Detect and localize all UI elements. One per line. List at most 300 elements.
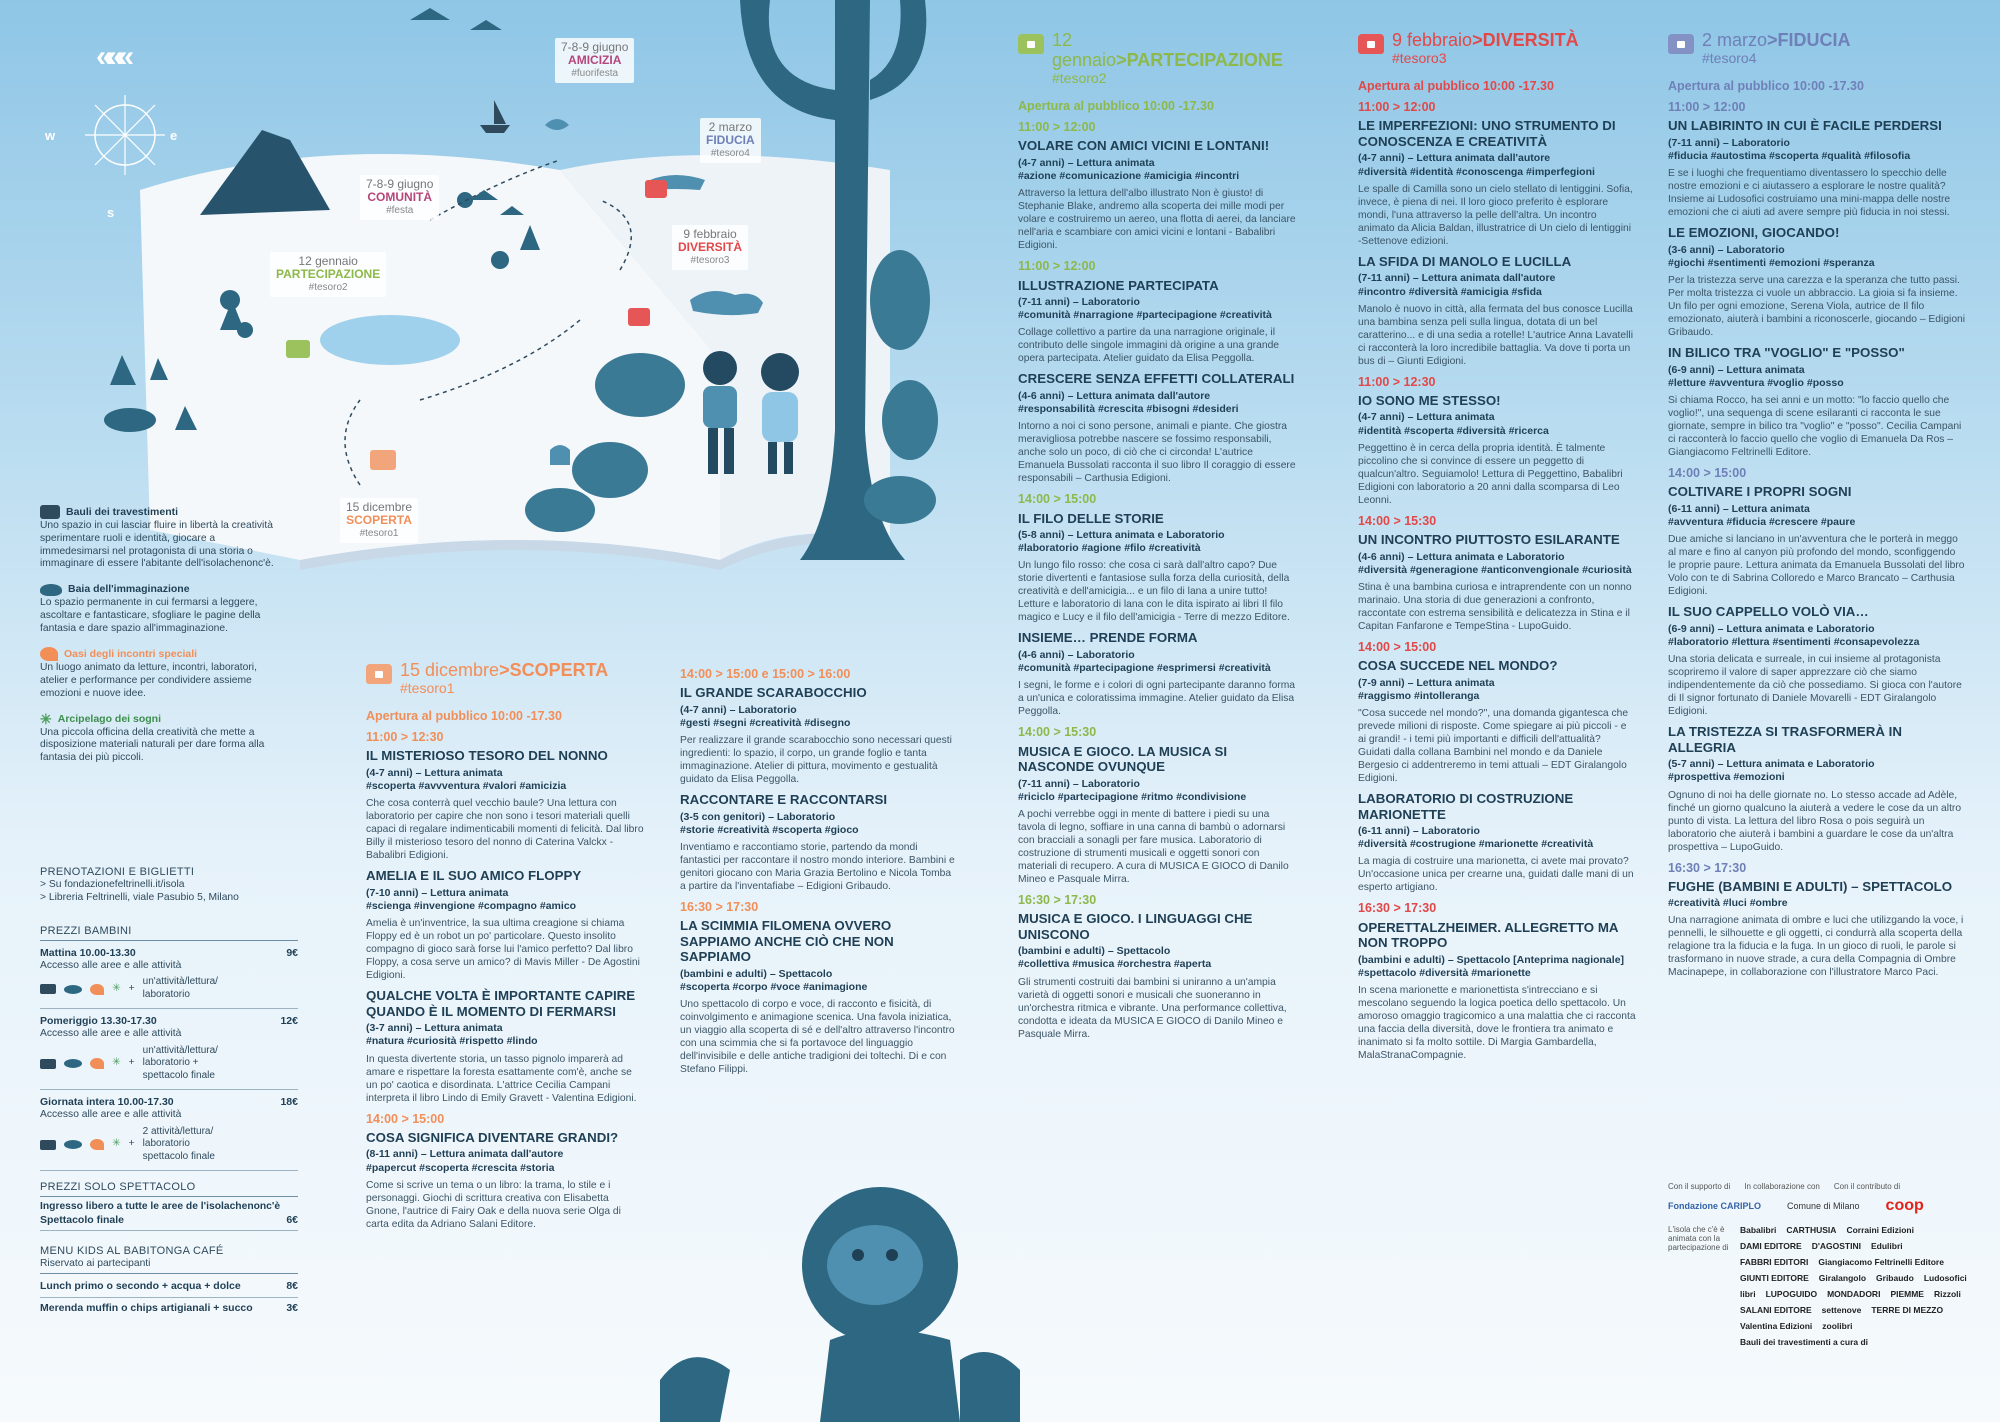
- compass-icon: [60, 90, 190, 220]
- event-description: Per realizzare il grande scarabocchio sono necessari questi ingredienti: lo spazio, il corpo, un grande foglio e tanta immaginazione. Atelier di pittura, movimento e gestualità guidato da Elisa Peggolla.: [680, 735, 952, 786]
- event-age: (7-11 anni) – Laboratorio: [1018, 296, 1140, 309]
- sponsor-logo: settenove: [1821, 1305, 1862, 1315]
- sponsor-logo: Ludosofici: [1923, 1273, 1967, 1283]
- menu-row: [40, 1278, 298, 1298]
- map-tag: #fuorifesta: [571, 68, 619, 79]
- price-value: 9€: [286, 946, 298, 959]
- map-label-scoperta: [340, 498, 418, 543]
- prezzi-bambini: [40, 925, 298, 1315]
- map-label-comunita: [360, 175, 439, 220]
- event: [1018, 630, 1296, 718]
- price-label: Giornata intera 10.00-17.30: [40, 1095, 174, 1108]
- map-tag: #tesoro4: [710, 148, 750, 159]
- whale-icon: [64, 985, 82, 994]
- chest-icon: [1358, 34, 1384, 54]
- price-label: Mattina 10.00-13.30: [40, 946, 136, 959]
- prenotazioni-title: PRENOTAZIONI E BIGLIETTI: [40, 866, 195, 878]
- event-title: LE IMPERFEZIONI: UNO STRUMENTO DI CONOSCENZA E CREATIVITÀ: [1358, 118, 1616, 149]
- event-tags: #scienga #invengione #compagno #amico: [366, 900, 577, 913]
- event: [1668, 724, 1966, 853]
- legend-text: Un luogo animato da letture, incontri, laboratori, atelier e performance per condividere assieme emozioni e nuove idee.: [40, 662, 257, 699]
- event-title: LA SCIMMIA FILOMENA OVVERO SAPPIAMO ANCHE CIÒ CHE NON SAPPIAMO: [680, 918, 894, 965]
- sponsor-logo: Babalibri: [1740, 1225, 1777, 1235]
- section-sep: >: [1767, 30, 1778, 50]
- sponsor-logo: LUPOGUIDO: [1765, 1289, 1818, 1299]
- sparkle-icon: ✳: [112, 1138, 121, 1150]
- event: [1018, 260, 1296, 365]
- event-tags: #giochi #sentimenti #emozioni #speranza: [1668, 257, 1875, 270]
- event-description: Ognuno di noi ha delle giornate no. Lo stesso accade ad Adèle, finché un giorno qualcuno la aiuterà a vedere le cose da un altro punto di vista. La lettura del libro Rosa o pois seguirà un laboratorio che aiuterà i bambini a guardare le cose da un'altra prospettiva – LupoGuido.: [1668, 789, 1962, 853]
- event-time: 14:00 > 15:00: [1018, 492, 1097, 507]
- event-description: Che cosa conterrà quel vecchio baule? Una lettura con laboratorio per capire che non sono i tesori materiali quelli capaci di regalare indimenticabili momenti di felicità. Dal libro Billy il misterioso tesoro del nonno di Caterina Valckx - Babalibri Edigioni.: [366, 798, 644, 862]
- event-description: I segni, le forme e i colori di ogni partecipante daranno forma a un'unica e coloratissima immagine. Atelier guidato da Elisa Peggolla.: [1018, 680, 1296, 718]
- section-header: [1358, 30, 1636, 66]
- event-title: FUGHE (BAMBINI E ADULTI) – SPETTACOLO: [1668, 878, 1953, 894]
- menu-sub: Riservato ai partecipanti: [40, 1258, 298, 1274]
- event-description: Le spalle di Camilla sono un cielo stellato di lentiggini. Sofia, invece, è piena di nei. Il loro gioco preferito è esplorare mondi, l'una attraverso la pelle dell'altra. Un incontro animato da Alicia Baldan, illustratrice di Un cielo di lentiggini -Settenove edizioni.: [1358, 183, 1633, 247]
- bird-icon: [90, 984, 104, 995]
- event-time: 14:00 > 15:00: [1668, 466, 1747, 481]
- sponsor-logo: Rizzoli: [1933, 1289, 1961, 1299]
- logo-cariplo: Fondazione CARIPLO: [1668, 1201, 1761, 1211]
- section-scoperta: [366, 660, 644, 1237]
- map-title: SCOPERTA: [346, 513, 412, 527]
- event-description: Una narragione animata di ombre e luci che utilizgando la voce, i pennelli, le silhouette e gli oggetti, ci condurrà alla scoperta della relagione tra la fiducia e la fuga. In un gioco di ruoli, le parole si trasformano in nuove strade, a cura della Compagnia di Ombre Macinapepe, in collaborazione con l'illustratore Marco Paci.: [1668, 915, 1964, 979]
- event-description: Una storia delicata e surreale, in cui insieme al protagonista scopriremo il valore di saper apprezzare ciò che siamo indipendentemente da ciò che possediamo. Si gioca con l'autore di Il signor fortunato di Daniele Movarelli - EDT Giralangolo Edigioni.: [1668, 654, 1962, 718]
- map-title: FIDUCIA: [706, 133, 755, 147]
- price-label: Spettacolo finale: [40, 1213, 125, 1226]
- opening-hours: Apertura al pubblico 10:00 -17.30: [366, 709, 562, 723]
- sponsor-logo: Corraini Edizioni: [1846, 1225, 1914, 1235]
- map-tag: #tesoro2: [308, 282, 348, 293]
- lake: [320, 315, 460, 365]
- section-date: 9 febbraio: [1392, 30, 1473, 50]
- menu-title: MENU KIDS AL BABITONGA CAFÉ: [40, 1245, 224, 1258]
- event: [1358, 376, 1636, 507]
- tree-branch-right: [870, 0, 926, 100]
- event-time: 14:00 > 15:00: [1358, 639, 1437, 654]
- legend-text: Lo spazio permanente in cui fermarsi a leggere, ascoltare e fantasticare, sfogliare le pagine della fantasia e dare spazio all'immaginazione.: [40, 596, 261, 634]
- price-value: 12€: [280, 1014, 298, 1027]
- event-age: (3-7 anni) – Lettura animata: [366, 1022, 503, 1035]
- opening-hours: Apertura al pubblico 10:00 -17.30: [1358, 79, 1554, 93]
- monkey: [660, 1187, 1020, 1422]
- chest-icon: [1018, 34, 1044, 54]
- event-title: CRESCERE SENZA EFFETTI COLLATERALI: [1018, 371, 1295, 387]
- event-description: Amelia è un'inventrice, la sua ultima creagione si chiama Floppy ed è un robot un po' particolare. Questo insolito compagno di gioco sarà forse lui l'amico perfetto? Dal libro Floppy, a cosa serve un amico? di Mavis Miller - De Agostini Edigioni.: [366, 918, 640, 982]
- event-age: (bambini e adulti) – Spettacolo: [1018, 945, 1171, 958]
- menu-price: 8€: [286, 1279, 298, 1292]
- section-date: 15 dicembre: [400, 660, 500, 680]
- event-tags: #letture #avventura #voglio #posso: [1668, 376, 1844, 389]
- event-age: (7-11 anni) – Lettura animata dall'autore: [1358, 272, 1556, 285]
- event: [366, 868, 644, 982]
- sponsor-logo: GIUNTI EDITORE: [1740, 1273, 1809, 1283]
- map-date: 7-8-9 giugno: [561, 40, 629, 54]
- event-title: ILLUSTRAZIONE PARTECIPATA: [1018, 277, 1219, 293]
- price-row-mattina: [40, 947, 298, 1009]
- event-age: (4-7 anni) – Laboratorio: [680, 703, 797, 716]
- event-time: 11:00 > 12:00: [1358, 100, 1436, 115]
- event-description: Due amiche si lanciano in un'avventura che le porterà in meggo al mare e fino al canyon più profondo del mondo, sconfiggendo le proprie paure. Lettura animata da Emanuela Bussolati del libro Volo con te di Sabrina Colloredo e Marco Brancato – Carthusia Edigioni.: [1668, 534, 1965, 598]
- logo-coop: coop: [1885, 1197, 1924, 1214]
- price-row-giornata: [40, 1096, 298, 1171]
- event-age: (4-7 anni) – Lettura animata: [1358, 411, 1495, 424]
- map-title: COMUNITÀ: [367, 190, 433, 204]
- event-description: Inventiamo e raccontiamo storie, partendo da mondi fantastici per raccontare il nostro mondo interiore. Bambini e genitori giocano con Maria Grazia Bertolino e Nicola Tomba a partire da l'inventafiabe – Edigioni Gribaudo.: [680, 842, 955, 893]
- event-description: Gli strumenti costruiti dai bambini si uniranno a un'ampia varietà di oggetti sonori e musicali che suoneranno in un'orchestra ritmica e vibrante. Una performance collettiva, condotta e ideata da MUSICA E GIOCO di Danilo Mineo e Pasquale Mirra.: [1018, 976, 1287, 1040]
- event-age: (4-7 anni) – Lettura animata dall'autore: [1358, 152, 1551, 165]
- sponsor-logo: Bauli dei travestimenti a cura di: [1740, 1337, 1869, 1347]
- section-header: [366, 660, 644, 696]
- event: [1668, 604, 1966, 718]
- legend-item-oasi: [40, 647, 285, 700]
- event-tags: #creatività #luci #ombre: [1668, 897, 1788, 910]
- event-tags: #scoperta #corpo #voce #animagione: [680, 980, 868, 993]
- section-header: [1668, 30, 1966, 66]
- event-tags: #responsabilità #crescita #bisogni #desideri: [1018, 403, 1239, 416]
- event-title: AMELIA E IL SUO AMICO FLOPPY: [366, 868, 582, 884]
- event-description: Si chiama Rocco, ha sei anni e un motto: "lo faccio quello che voglio!", una sequenga di scene esilaranti ci racconta le sue giornate, sempre in bilico tra "voglio" e "posso". Cecilia Campani ci racconterà lo faccio quello che voglio di Emanuela Da Ros – Giangiacomo Feltrinelli Editore.: [1668, 395, 1962, 459]
- event-time: 14:00 > 15:30: [1358, 513, 1437, 528]
- sponsor-logo: SALANI EDITORE: [1740, 1305, 1812, 1315]
- compass-e: e: [170, 128, 178, 143]
- boat: [480, 100, 510, 133]
- whirlpool: [104, 408, 156, 432]
- map-title: PARTECIPAZIONE: [276, 267, 381, 281]
- prenotazioni-libreria: > Libreria Feltrinelli, viale Pasubio 5, Milano: [40, 891, 239, 903]
- event-time: 14:00 > 15:00: [366, 1111, 445, 1126]
- price-row-pomeriggio: [40, 1015, 298, 1090]
- event-age: (7-9 anni) – Lettura animata: [1358, 676, 1495, 689]
- sparkle-icon: ✳: [40, 710, 52, 727]
- whale-icon: [64, 1059, 82, 1068]
- section-tag: #tesoro1: [400, 680, 455, 696]
- event-title: COSA SUCCEDE NEL MONDO?: [1358, 658, 1558, 674]
- event-age: (3-6 anni) – Laboratorio: [1668, 243, 1785, 256]
- event-age: (bambini e adulti) – Spettacolo: [680, 967, 833, 980]
- section-scoperta-continued: [680, 660, 958, 1082]
- opening-hours: Apertura al pubblico 10:00 -17.30: [1668, 79, 1864, 93]
- event-age: (6-11 anni) – Lettura animata: [1668, 502, 1810, 515]
- chest-icon: [366, 664, 392, 684]
- sponsor-logo: Edulibri: [1870, 1241, 1903, 1251]
- event-tags: #avventura #fiducia #crescere #paure: [1668, 516, 1856, 529]
- map-tag: #tesoro1: [359, 528, 399, 539]
- chest-icon-partecipazione: [286, 340, 310, 358]
- event-time: 16:30 > 17:30: [1668, 860, 1747, 875]
- event: [1018, 121, 1296, 252]
- map-date: 15 dicembre: [346, 500, 413, 514]
- event: [1018, 493, 1296, 624]
- event-description: Stina è una bambina curiosa e intraprendente con un nonno marinaio. Una storia di due generazioni a confronto, raccontate con estrema sensibilità e delicatezza in Stina e il Capitan Fanfarone e TempeStina - LupoGuido.: [1358, 581, 1632, 632]
- event-age: (7-10 anni) – Lettura animata: [366, 886, 509, 899]
- sponsor-label: Con il supporto di: [1668, 1182, 1731, 1191]
- section-partecipazione: [1018, 30, 1296, 1047]
- event-title: COLTIVARE I PROPRI SOGNI: [1668, 484, 1852, 500]
- legend: [40, 505, 285, 765]
- map-date: 7-8-9 giugno: [366, 177, 434, 191]
- event-tags: #raggismo #intolleranga: [1358, 689, 1480, 702]
- chest-icon-diversita: [628, 308, 650, 326]
- legend-title: Oasi degli incontri speciali: [64, 647, 198, 660]
- sponsor-logo: Gribaudo: [1876, 1273, 1914, 1283]
- map-tag: #festa: [386, 205, 414, 216]
- bird-icon: [90, 1139, 104, 1150]
- event: [1358, 101, 1636, 248]
- whale-icon: [545, 119, 569, 130]
- event-description: A pochi verrebbe oggi in mente di battere i piedi su una tavola di legno, soffiare in una canna di bambù o adornarsi con bracciali a sonagli per fare musica. Laboratorio di costruzione di strumenti musicali e oggetti sonori con materiali di recupero. A cura di MUSICA E GIOCO di Danilo Mineo e Pasquale Mirra.: [1018, 808, 1289, 885]
- event-age: (5-7 anni) – Lettura animata e Laboratorio: [1668, 758, 1875, 771]
- price-value: 6€: [286, 1213, 298, 1226]
- map-title: DIVERSITÀ: [678, 240, 743, 254]
- sponsor-logo: zoolibri: [1822, 1321, 1853, 1331]
- event-title: LABORATORIO DI COSTRUZIONE MARIONETTE: [1358, 791, 1574, 822]
- event-title: VOLARE CON AMICI VICINI E LONTANI!: [1018, 138, 1270, 154]
- section-name: DIVERSITÀ: [1482, 30, 1579, 50]
- event-description: La magia di costruire una marionetta, ci avete mai provato? Un'occasione unica per crearne una, guidati dalle mani di un esperto artigiano.: [1358, 856, 1634, 894]
- event-title: IL GRANDE SCARABOCCHIO: [680, 685, 867, 701]
- jaguar: [690, 291, 763, 315]
- event-title: MUSICA E GIOCO. I LINGUAGGI CHE UNISCONO: [1018, 911, 1253, 942]
- map-label-amicizia: [555, 38, 634, 83]
- event-age: (4-7 anni) – Lettura animata: [1018, 156, 1155, 169]
- event-description: Attraverso la lettura dell'albo illustrato Non è giusto! di Stephanie Blake, andremo alla scoperta dei mille modi per volare e costruiremo un aereo, una flotta di aerei, da lanciare nell'aria e scambiare con amici vicini e lontani - Babalibri Edigioni.: [1018, 188, 1296, 252]
- event-time: 11:00 > 12:30: [366, 730, 444, 745]
- plus-sign: +: [128, 1057, 135, 1069]
- event-age: (8-11 anni) – Lettura animata dall'autore: [366, 1148, 564, 1161]
- sponsor-label: L'isola che c'è è animata con la partecipazione di: [1668, 1225, 1729, 1252]
- event-title: UN LABIRINTO IN CUI È FACILE PERDERSI: [1668, 118, 1942, 134]
- map-date: 12 gennaio: [298, 254, 358, 268]
- sponsor-logo: Giralangolo: [1818, 1273, 1867, 1283]
- event-title: IL MISTERIOSO TESORO DEL NONNO: [366, 748, 608, 764]
- event-tags: #laboratorio #agione #filo #creatività: [1018, 542, 1201, 555]
- tree-branch-left: [740, 0, 835, 120]
- event-title: IO SONO ME STESSO!: [1358, 392, 1501, 408]
- bird-icon: [40, 647, 58, 661]
- menu-row: [40, 1302, 298, 1315]
- prezzi-bambini-title: PREZZI BAMBINI: [40, 925, 298, 941]
- section-name: SCOPERTA: [509, 660, 609, 680]
- event: [1668, 345, 1966, 459]
- map-date: 9 febbraio: [683, 227, 737, 241]
- sponsor-logo: FABBRI EDITORI: [1740, 1257, 1809, 1267]
- event: [1358, 641, 1636, 785]
- event-description: Peggettino è in cerca della propria identità. È talmente piccolino che si convince di essere un peggetto di qualcun'altro. Seguiamolo! Lettura di Peggettino, Babalibri Edigioni con laboratorio a 20 anni dalla scomparsa di Leo Leonni.: [1358, 442, 1623, 506]
- legend-title: Baia dell'immaginazione: [68, 583, 190, 596]
- prenotazioni-link-site[interactable]: > Su fondazionefeltrinelli.it/isola: [40, 878, 185, 890]
- event-time: 16:30 > 17:30: [680, 900, 759, 915]
- opening-hours: Apertura al pubblico 10:00 -17.30: [1018, 99, 1214, 113]
- event: [1668, 101, 1966, 219]
- event-age: (4-6 anni) – Lettura animata e Laboratorio: [1358, 550, 1565, 563]
- event-age: (3-5 con genitori) – Laboratorio: [680, 810, 836, 823]
- event-tags: #riciclo #partecipagione #ritmo #condivisione: [1018, 790, 1247, 803]
- section-name: FIDUCIA: [1777, 30, 1851, 50]
- event-tags: #collettiva #musica #orchestra #aperta: [1018, 958, 1212, 971]
- section-date: 2 marzo: [1702, 30, 1768, 50]
- event-time: 11:00 > 12:00: [1668, 100, 1746, 115]
- chest-icon: [40, 1059, 56, 1069]
- logo-milano: Comune di Milano: [1787, 1201, 1860, 1211]
- event-tags: #diversità #generagione #anticonvengionale #curiosità: [1358, 563, 1632, 576]
- sponsor-label: In collaborazione con: [1744, 1182, 1820, 1191]
- event-time: 11:00 > 12:30: [1358, 374, 1436, 389]
- event-title: RACCONTARE E RACCONTARSI: [680, 792, 888, 808]
- event-description: Collage collettivo a partire da una narragione originale, il contributo delle singole immagini dà origine a una grande opera partecipata. Atelier guidato da Elisa Peggolla.: [1018, 327, 1280, 365]
- event: [1018, 726, 1296, 886]
- event-age: (bambini e adulti) – Spettacolo [Anteprima nagionale]: [1358, 953, 1625, 966]
- price-extra: un'attività/lettura/ laboratorio: [142, 976, 218, 1001]
- price-value: 18€: [280, 1095, 298, 1108]
- section-date: 12 gennaio: [1052, 30, 1117, 70]
- legend-item-arcipelago: [40, 710, 285, 765]
- event-title: IN BILICO TRA "VOGLIO" E "POSSO": [1668, 345, 1905, 361]
- prezzi-spettacolo-title: PREZZI SOLO SPETTACOLO: [40, 1181, 298, 1197]
- event-age: (6-9 anni) – Lettura animata e Laboratorio: [1668, 622, 1875, 635]
- event-time: 16:30 > 17:30: [1018, 892, 1097, 907]
- chest-icon-comunita: [645, 180, 667, 198]
- legend-text: Una piccola officina della creatività che mette a disposizione materiali naturali per dare forma alla fantasia dei più piccoli.: [40, 726, 265, 764]
- event: [680, 792, 958, 893]
- event-tags: #incontro #diversità #amicigia #sfida: [1358, 285, 1542, 298]
- event-description: Un lungo filo rosso: che cosa ci sarà dall'altro capo? Due storie divertenti e fantasiose sulla forza della curiosità, della creatività e dell'amicigia... e un filo di lana a unire tutto! Letture e laboratorio di lana con le dita ispirato ai libri Il filo magico e Lucy e il filo dell'amicigia - Terre di mezzo Editore.: [1018, 560, 1290, 624]
- sponsor-logo: DAMI EDITORE: [1740, 1241, 1802, 1251]
- event-tags: #spettacolo #diversità #marionette: [1358, 966, 1531, 979]
- event: [1358, 515, 1636, 633]
- event-tags: #comunità #narragione #partecipagione #creatività: [1018, 309, 1272, 322]
- event-title: UN INCONTRO PIUTTOSTO ESILARANTE: [1358, 532, 1620, 548]
- sponsor-logo: CARTHUSIA: [1786, 1225, 1837, 1235]
- event-title: OPERETTALZHEIMER. ALLEGRETTO MA NON TROPPO: [1358, 919, 1619, 951]
- event-tags: #fiducia #autostima #scoperta #qualità #filosofia: [1668, 150, 1911, 163]
- event: [366, 1113, 644, 1231]
- event-age: (6-11 anni) – Laboratorio: [1358, 825, 1480, 838]
- event: [1358, 254, 1636, 368]
- event-title: INSIEME… PRENDE FORMA: [1018, 630, 1198, 646]
- map-label-partecipazione: [270, 252, 386, 297]
- compass-s: s: [107, 205, 115, 220]
- event-title: LE EMOZIONI, GIOCANDO!: [1668, 225, 1840, 241]
- whale-icon: [64, 1140, 82, 1149]
- event-time: 16:30 > 17:30: [1358, 901, 1437, 916]
- price-access: Accesso alle aree e alle attività: [40, 1108, 182, 1120]
- menu-price: 3€: [286, 1301, 298, 1314]
- event: [1358, 902, 1636, 1062]
- event-description: Per la tristezza serve una carezza e la speranza che tutto passi. Per molta tristezza ci vuole un abbraccio. La gioia si fa insieme. Un filo per ogni emozione, Serena Viola, autrice de Il filo emozionato, aiuterà i bambini a riconoscerle, giocando – Edigioni Gribaudo.: [1668, 275, 1966, 339]
- section-tag: #tesoro3: [1392, 50, 1447, 66]
- prenotazioni: [40, 866, 285, 904]
- chest-icon: [40, 984, 56, 994]
- section-tag: #tesoro4: [1702, 50, 1757, 66]
- sparkle-icon: ✳: [112, 982, 121, 994]
- sponsor-logo: Valentina Edizioni: [1740, 1321, 1813, 1331]
- event-tags: #diversità #costrugione #marionette #creatività: [1358, 838, 1594, 851]
- event-age: (5-8 anni) – Lettura animata e Laboratorio: [1018, 529, 1225, 542]
- event-tags: #gesti #segni #creatività #disegno: [680, 716, 851, 729]
- section-sep: >: [1116, 50, 1127, 70]
- event-title: IL SUO CAPPELLO VOLÒ VIA…: [1668, 604, 1869, 620]
- sponsor-logo: libri: [1740, 1289, 1756, 1299]
- event-tags: #papercut #scoperta #crescita #storia: [366, 1161, 555, 1174]
- event-age: (4-6 anni) – Lettura animata dall'autore: [1018, 389, 1211, 402]
- event-tags: #diversità #identità #conoscenga #imperfegioni: [1358, 165, 1595, 178]
- event-time: 14:00 > 15:30: [1018, 725, 1097, 740]
- event: [366, 988, 644, 1104]
- sponsor-logo: MONDADORI: [1827, 1289, 1881, 1299]
- bird: [550, 445, 570, 465]
- price-access: Accesso alle aree e alle attività: [40, 959, 182, 971]
- event-tags: #prospettiva #emozioni: [1668, 771, 1785, 784]
- event-tags: #scoperta #avvventura #valori #amicizia: [366, 780, 567, 793]
- section-sep: >: [499, 660, 510, 680]
- menu-label: Merenda muffin o chips artigianali + succo: [40, 1301, 253, 1314]
- event: [1668, 862, 1966, 980]
- section-fiducia: [1668, 30, 1966, 985]
- event-title: MUSICA E GIOCO. LA MUSICA SI NASCONDE OVUNQUE: [1018, 743, 1228, 775]
- sponsor-logo: D'AGOSTINI: [1811, 1241, 1861, 1251]
- plus-sign: +: [128, 1138, 135, 1150]
- event: [1018, 894, 1296, 1041]
- event-time: 11:00 > 12:00: [1018, 120, 1096, 135]
- chest-icon: [40, 1140, 56, 1150]
- section-header: [1018, 30, 1296, 86]
- map-label-fiducia: [700, 118, 761, 163]
- sponsor-logo: PIEMME: [1890, 1289, 1924, 1299]
- event-time: 11:00 > 12:00: [1018, 259, 1096, 274]
- sparkle-icon: ✳: [112, 1057, 121, 1069]
- event-description: "Cosa succede nel mondo?", una domanda gigantesca che prevede milioni di risposte. Come spiegare ai più piccoli - e ai grandi! - i temi più importanti e difficili dell'attualità? Guidati dalla collana Bambini nel mondo e da Daniele Bergesio ci addentreremo in temi attuali – EDT Giralangolo Edigioni.: [1358, 708, 1629, 785]
- section-sep: >: [1472, 30, 1483, 50]
- legend-title: Bauli dei travestimenti: [66, 505, 179, 518]
- map-date: 2 marzo: [708, 120, 753, 134]
- legend-title: Arcipelago dei sogni: [57, 712, 162, 725]
- logo-chevrons-icon: «««: [96, 40, 129, 73]
- chest-icon: [40, 505, 60, 519]
- event-description: In questa divertente storia, un tasso pignolo imparerà ad amare e rispettare la foresta esattamente com'è, anche se un po' caotica e disordinata. L'attrice Cecilia Campani interpreta il libro Lindo di Emily Gravett - Valentina Edigioni.: [366, 1053, 637, 1104]
- event-tags: #comunità #partecipagione #esprimersi #creatività: [1018, 662, 1271, 675]
- event: [366, 731, 644, 862]
- legend-text: Uno spazio in cui lasciar fluire in libertà la creatività sperimentare ruoli e identità, giocare a immedesimarsi nel protagonista di una storia o immaginare di essere l'abitante dell'isolachenonc'è.: [40, 520, 274, 570]
- event: [1668, 225, 1966, 339]
- event-description: Come si scrive un tema o un libro: la trama, lo stile e i personaggi. Giochi di scrittura creativa con Elisabetta Gnone, l'autrice di Fairy Oak e della nuova serie Olga di carta edita da Adriano Salani Editore.: [366, 1179, 621, 1230]
- section-diversita: [1358, 30, 1636, 1068]
- event-age: (6-9 anni) – Lettura animata: [1668, 363, 1805, 376]
- event: [680, 901, 958, 1076]
- price-extra: un'attività/lettura/ laboratorio + spettacolo finale: [142, 1044, 218, 1082]
- event-title: COSA SIGNIFICA DIVENTARE GRANDI?: [366, 1129, 619, 1145]
- event-title: QUALCHE VOLTA È IMPORTANTE CAPIRE QUANDO È IL MOMENTO DI FERMARSI: [366, 988, 636, 1019]
- sponsor-logo: Giangiacomo Feltrinelli Editore: [1818, 1257, 1944, 1267]
- legend-item-baia: [40, 583, 285, 635]
- sponsor-label: Con il contributo di: [1833, 1182, 1901, 1191]
- map-tag: #tesoro3: [690, 255, 730, 266]
- event-age: (4-6 anni) – Laboratorio: [1018, 648, 1135, 661]
- event-title: IL FILO DELLE STORIE: [1018, 510, 1164, 526]
- event-time: 14:00 > 15:00 e 15:00 > 16:00: [680, 667, 851, 681]
- spettacolo-ingresso: Ingresso libero a tutte le aree de l'isolachenonc'è: [40, 1200, 281, 1212]
- event: [1358, 791, 1636, 894]
- event-description: E se i luoghi che frequentiamo diventassero lo specchio delle nostre emozioni e ci aiutassero a esplorare le nostre qualità? Insieme ai Ludosofici costruiamo una mini-mappa delle nostre emozioni che ci aiuti ad avere sempre più fiducia in noi stessi.: [1668, 168, 1951, 219]
- menu-label: Lunch primo o secondo + acqua + dolce: [40, 1279, 241, 1292]
- section-tag: #tesoro2: [1052, 70, 1107, 86]
- bird-icon: [90, 1058, 104, 1069]
- event-tags: #azione #comunicazione #amicigia #incontri: [1018, 170, 1240, 183]
- event-tags: #laboratorio #lettura #sentimenti #consapevolezza: [1668, 635, 1920, 648]
- chest-icon-scoperta: [370, 450, 396, 470]
- price-label: Pomeriggio 13.30-17.30: [40, 1014, 157, 1027]
